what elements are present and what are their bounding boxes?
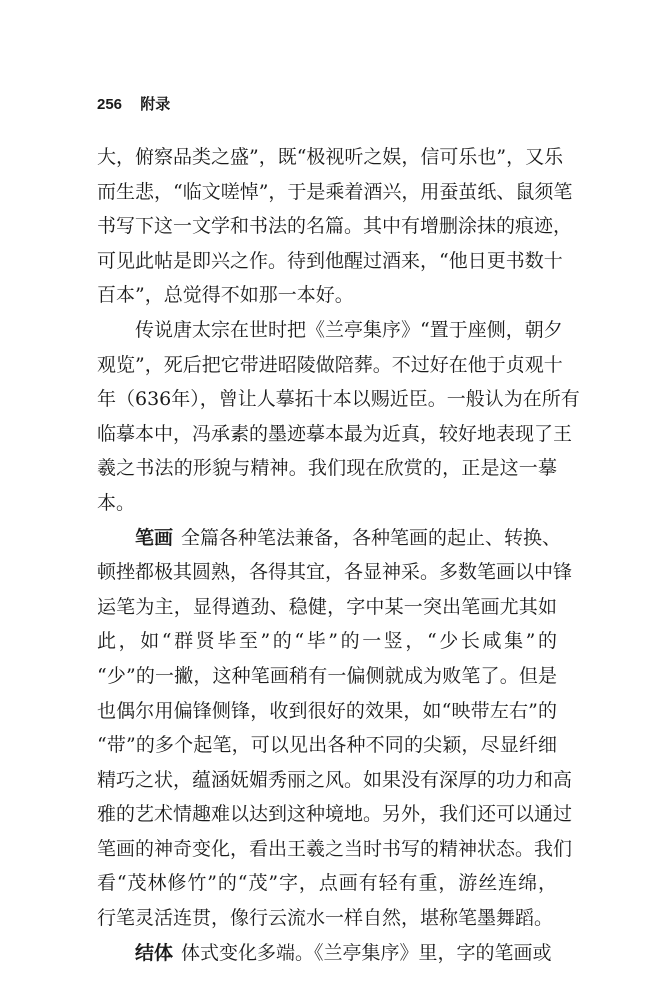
text-run: 全篇各种笔法兼备，各种笔画的起止、转换、 — [181, 526, 562, 549]
text-line: 大，俯察品类之盛”，既“极视听之娱，信可乐也”，又乐 — [97, 146, 564, 168]
text-line: 顿挫都极其圆熟，各得其宜，各显神采。多数笔画以中锋 — [97, 561, 573, 584]
section-term: 结体 — [135, 941, 174, 964]
text-line: 年（636年），曾让人摹拓十本以赐近臣。一般认为在所有 — [97, 388, 580, 411]
text-line: 百本”，总觉得不如那一本好。 — [97, 284, 354, 307]
text-line: 行笔灵活连贯，像行云流水一样自然，堪称笔墨舞蹈。 — [97, 907, 554, 930]
text-line: 此，如“群贤毕至”的“毕”的一竖，“少长咸集”的 — [97, 630, 557, 653]
text-line: 而生悲，“临文嗟悼”，于是乘着酒兴，用蚕茧纸、鼠须笔 — [97, 180, 573, 203]
text-line: 羲之书法的形貌与精神。我们现在欣赏的，正是这一摹 — [97, 457, 557, 480]
text-line: 本。 — [97, 491, 136, 514]
section-title: 附录 — [140, 96, 171, 113]
text-line: 精巧之状，蕴涵妩媚秀丽之风。如果没有深厚的功力和高 — [97, 768, 573, 791]
text-line: 也偶尔用偏锋侧锋，收到很好的效果，如“映带左右”的 — [97, 699, 557, 722]
text-run: 体式变化多端。《兰亭集序》里，字的笔画或 — [181, 941, 552, 964]
text-line: “带”的多个起笔，可以见出各种不同的尖颖，尽显纤细 — [97, 734, 557, 757]
text-line: 看“茂林修竹”的“茂”字，点画有轻有重，游丝连绵， — [97, 872, 557, 895]
section-term: 笔画 — [135, 526, 174, 549]
text-line — [97, 521, 562, 556]
text-line: 雅的艺术情趣难以达到这种境地。另外，我们还可以通过 — [97, 803, 573, 826]
body-text — [97, 140, 580, 970]
page-number: 256 — [97, 96, 123, 113]
text-line: 观览”，死后把它带进昭陵做陪葬。不过好在他于贞观十 — [97, 353, 563, 376]
text-line: “少”的一撇，这种笔画稍有一偏侧就成为败笔了。但是 — [97, 664, 557, 687]
text-line: 运笔为主，显得遒劲、稳健，字中某一突出笔画尤其如 — [97, 595, 557, 618]
text-line: 临摹本中，冯承素的墨迹摹本最为近真，较好地表现了王 — [97, 422, 573, 445]
text-line: 笔画的神奇变化，看出王羲之当时书写的精神状态。我们 — [97, 837, 573, 860]
page-header — [97, 96, 170, 114]
text-line: 书写下这一文学和书法的名篇。其中有增删涂抹的痕迹， — [97, 215, 573, 238]
text-line — [97, 936, 557, 971]
text-line: 可见此帖是即兴之作。待到他醒过酒来，“他日更书数十 — [97, 249, 563, 272]
text-line: 传说唐太宗在世时把《兰亭集序》“置于座侧，朝夕 — [135, 318, 563, 341]
